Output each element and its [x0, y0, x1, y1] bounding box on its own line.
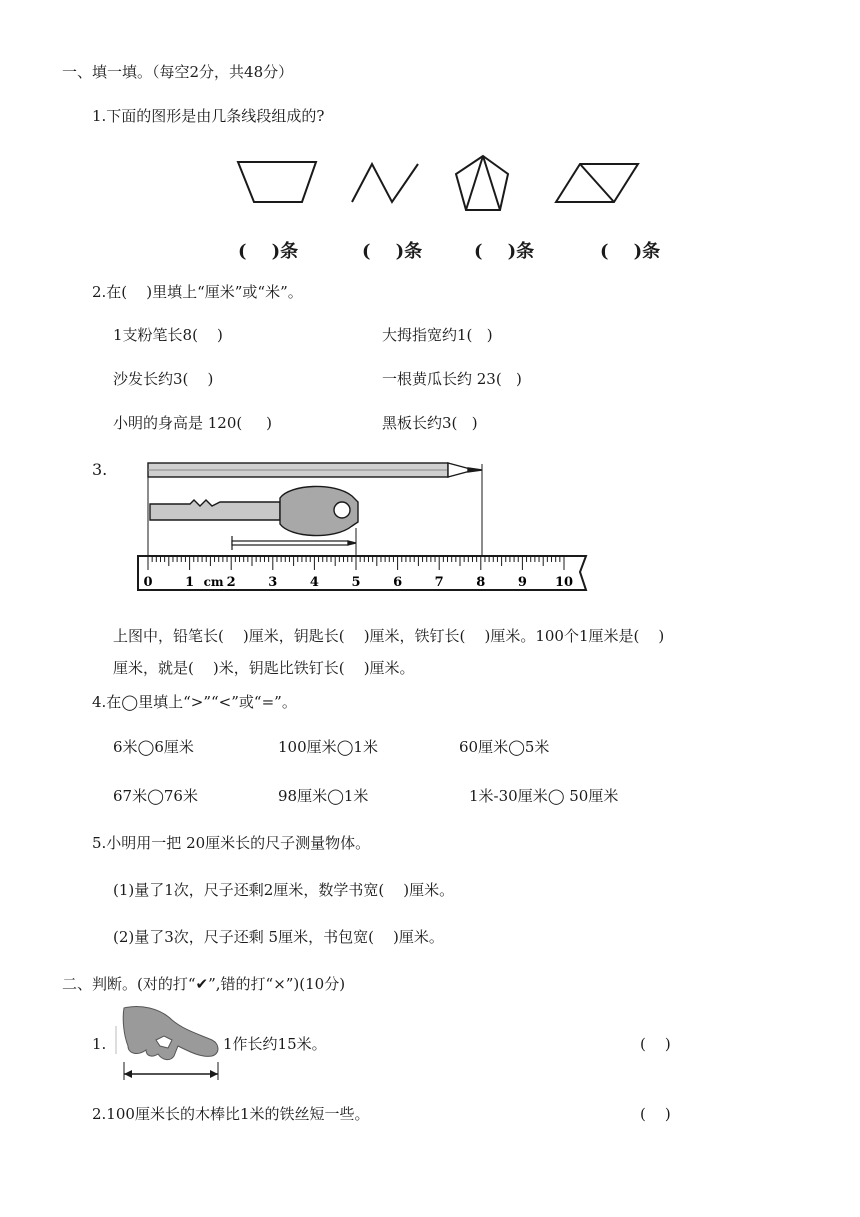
zigzag-shape [352, 164, 418, 202]
q5-sub-1: (1)量了1次，尺子还剩2厘米，数学书宽( )厘米。 [113, 881, 455, 899]
q4-item-6: 1米-30厘米◯ 50厘米 [469, 787, 619, 805]
ruler-number: 7 [434, 575, 444, 590]
section2-title: 二、判断。(对的打“✔”,错的打“×”)(10分) [62, 975, 346, 993]
hand-span-icon [112, 1000, 224, 1084]
key-icon [150, 486, 358, 535]
q4-item-5: 98厘米◯1米 [278, 787, 369, 805]
q4-item-4: 67米◯76米 [113, 787, 198, 805]
ruler-number: 10 [554, 575, 574, 590]
trapezoid-shape [238, 162, 316, 202]
q1-blank-3: ( )条 [474, 241, 535, 262]
ruler-number: 9 [517, 575, 527, 590]
s2-q1-number: 1. [92, 1035, 107, 1053]
section1-title: 一、填一填。（每空2分，共48分） [62, 63, 294, 81]
q2-item-6: 黑板长约3( ) [382, 414, 478, 432]
q2-stem: 2.在( )里填上“厘米”或“米”。 [92, 283, 303, 301]
q1-shapes [230, 150, 650, 220]
q5-sub-2: (2)量了3次，尺子还剩 5厘米，书包宽( )厘米。 [113, 928, 444, 946]
q4-item-2: 100厘米◯1米 [278, 738, 378, 756]
q2-item-1: 1支粉笔长8( ) [113, 326, 223, 344]
q5-stem: 5.小明用一把 20厘米长的尺子测量物体。 [92, 834, 371, 852]
q2-item-4: 一根黄瓜长约 23( ) [382, 370, 522, 388]
q1-blank-2: ( )条 [362, 241, 423, 262]
pencil-icon [148, 463, 482, 477]
q4-item-1: 6米◯6厘米 [113, 738, 194, 756]
ruler-unit: cm [203, 575, 224, 589]
q2-item-5: 小明的身高是 120( ) [113, 414, 272, 432]
s2-q1-text: 1作长约15米。 [223, 1035, 327, 1053]
ruler-number: 4 [309, 575, 319, 590]
q1-blank-4: ( )条 [600, 241, 661, 262]
nail-icon [232, 536, 356, 550]
q4-item-3: 60厘米◯5米 [459, 738, 550, 756]
q2-item-2: 大拇指宽约1( ) [382, 326, 493, 344]
ruler-number: 6 [393, 575, 403, 590]
ruler-number: 2 [226, 575, 236, 590]
ruler-icon [138, 556, 586, 590]
parallelogram-shape [556, 164, 638, 202]
ruler-number: 8 [476, 575, 486, 590]
q1-blank-1: ( )条 [238, 241, 299, 262]
ruler-number: 5 [351, 575, 361, 590]
pentagon-shape [456, 156, 508, 210]
ruler-number: 0 [143, 575, 153, 590]
s2-q2-text: 2.100厘米长的木棒比1米的铁丝短一些。 [92, 1105, 370, 1123]
q3-line-1: 上图中，铅笔长( )厘米，钥匙长( )厘米，铁钉长( )厘米。100个1厘米是( ) [113, 627, 665, 645]
ruler-number: 3 [268, 575, 278, 590]
q3-label: 3. [92, 460, 108, 479]
ruler-number: 1 [185, 575, 195, 590]
q3-line-2: 厘米，就是( )米，钥匙比铁钉长( )厘米。 [113, 659, 415, 677]
q4-stem: 4.在◯里填上“>”“<”或“=”。 [92, 693, 297, 711]
s2-q2-paren: ( ) [640, 1105, 671, 1123]
q1-stem: 1.下面的图形是由几条线段组成的? [92, 107, 325, 125]
q2-item-3: 沙发长约3( ) [113, 370, 214, 388]
q3-ruler-figure [130, 450, 600, 600]
s2-q1-paren: ( ) [640, 1035, 671, 1053]
